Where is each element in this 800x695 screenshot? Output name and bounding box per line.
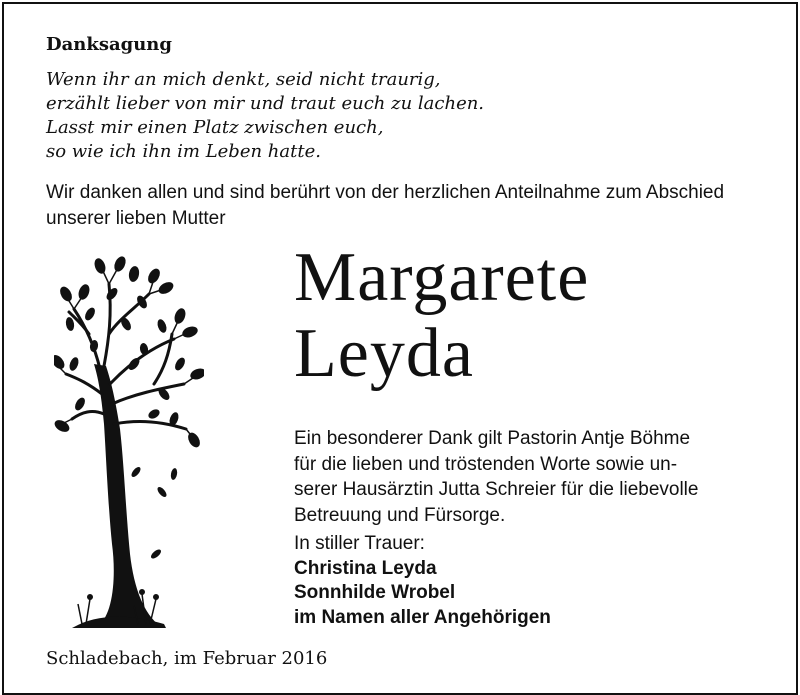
- mourning-block: [294, 532, 551, 630]
- obituary-notice: [2, 2, 798, 695]
- thanks-line: Ein besonderer Dank gilt Pastorin Antje Böhme: [294, 428, 691, 449]
- tree-with-falling-leaves-icon: [54, 254, 204, 629]
- notice-heading: Danksagung: [46, 34, 172, 55]
- poem-line: Lasst mir einen Platz zwischen euch,: [46, 117, 384, 138]
- thanks-line: Betreuung und Fürsorge.: [294, 504, 506, 526]
- signatory: im Namen aller Angehörigen: [294, 606, 551, 628]
- signatory: Christina Leyda: [294, 557, 437, 579]
- deceased-name: [294, 240, 589, 392]
- poem-line: Wenn ihr an mich denkt, seid nicht traurig,: [46, 69, 441, 90]
- special-thanks: [294, 426, 764, 528]
- poem-line: so wie ich ihn im Leben hatte.: [46, 141, 321, 162]
- place-date: Schladebach, im Februar 2016: [46, 648, 328, 669]
- intro-text: Wir danken allen und sind berührt von der herzlichen Anteilnahme zum Abschied unserer lieben Mutter: [46, 182, 725, 229]
- mourning-label: In stiller Trauer:: [294, 533, 425, 554]
- deceased-first-name: Margarete: [294, 239, 590, 316]
- poem-line: erzählt lieber von mir und traut euch zu lachen.: [46, 93, 485, 114]
- deceased-last-name: Leyda: [294, 315, 474, 392]
- signatory: Sonnhilde Wrobel: [294, 582, 456, 603]
- poem: [46, 68, 484, 164]
- thanks-line: serer Hausärztin Jutta Schreier für die liebevolle: [294, 479, 699, 500]
- thanks-line: für die lieben und tröstenden Worte sowie un-: [294, 453, 678, 475]
